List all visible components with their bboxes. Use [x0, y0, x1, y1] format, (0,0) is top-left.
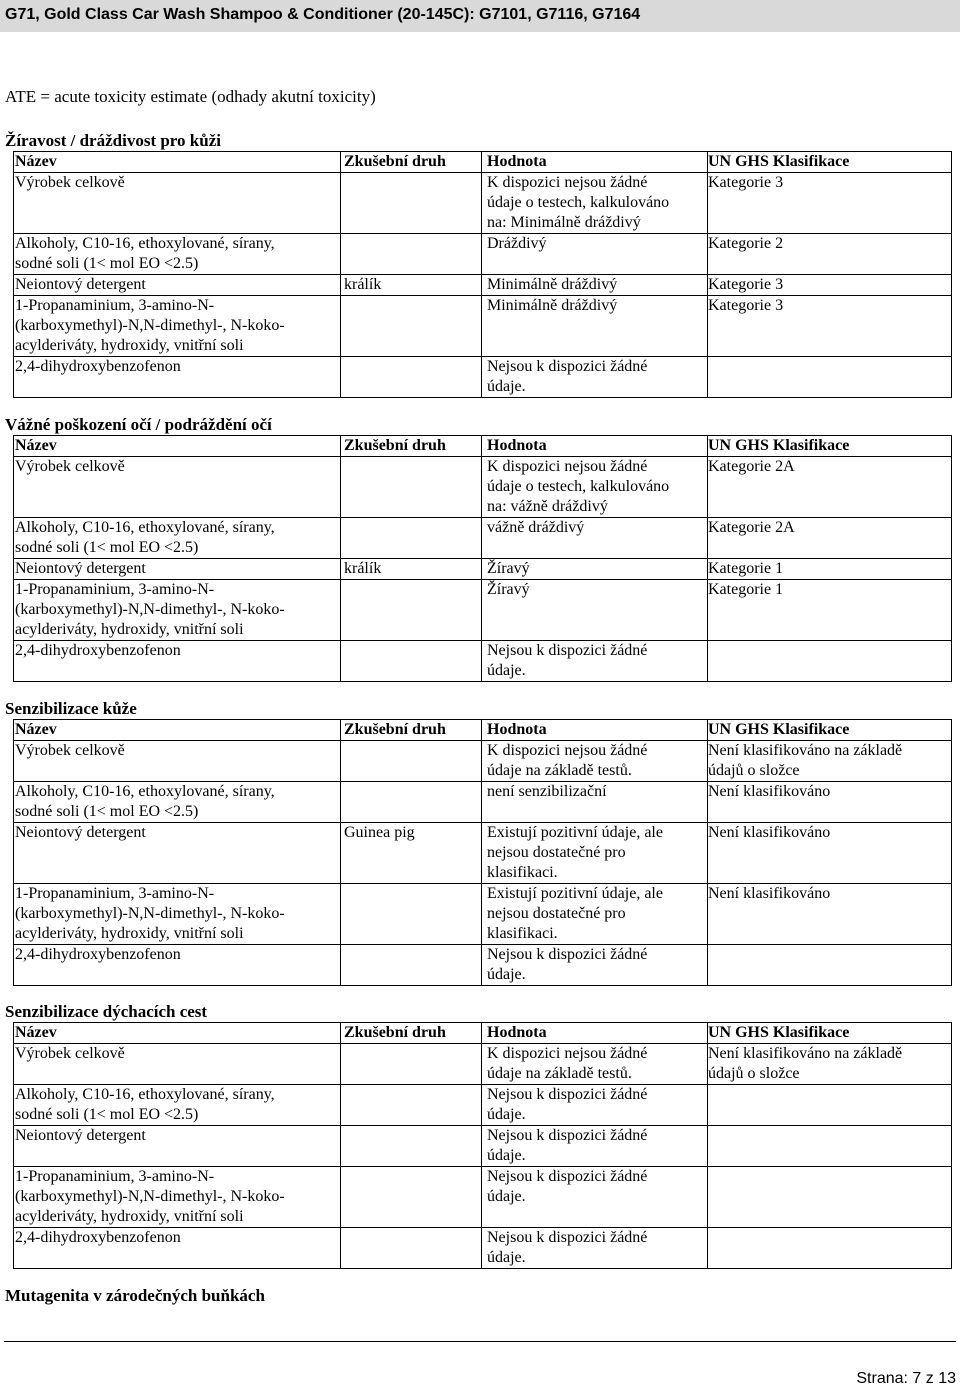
- cell-species: [341, 945, 482, 986]
- table-row: [14, 1044, 952, 1085]
- cell-species: [341, 296, 482, 357]
- cell-value: Nejsou k dispozici žádné údaje.: [482, 1085, 708, 1126]
- cell-value: Existují pozitivní údaje, ale nejsou dostatečné pro klasifikaci.: [482, 884, 708, 945]
- cell-name: Výrobek celkově: [14, 457, 341, 518]
- cell-ghs: [708, 641, 952, 682]
- cell-value: Žíravý: [482, 580, 708, 641]
- cell-ghs: [708, 1126, 952, 1167]
- cell-value: Nejsou k dispozici žádné údaje.: [482, 1167, 708, 1228]
- cell-ghs: Kategorie 2A: [708, 518, 952, 559]
- col-header-value: Hodnota: [482, 1023, 708, 1044]
- cell-ghs: Kategorie 3: [708, 275, 952, 296]
- respiratory-sensitization-table: [13, 1022, 952, 1269]
- col-header-species: Zkušební druh: [341, 152, 482, 173]
- page-number: Strana: 7 z 13: [856, 1370, 956, 1387]
- cell-species: králík: [341, 275, 482, 296]
- cell-species: [341, 580, 482, 641]
- section-title-skin-sensitization: Senzibilizace kůže: [5, 699, 137, 718]
- table-header-row: [14, 152, 952, 173]
- cell-value: Existují pozitivní údaje, ale nejsou dostatečné pro klasifikaci.: [482, 823, 708, 884]
- table-row: [14, 1228, 952, 1269]
- cell-species: [341, 884, 482, 945]
- col-header-value: Hodnota: [482, 152, 708, 173]
- col-header-ghs: UN GHS Klasifikace: [708, 152, 952, 173]
- cell-ghs: Kategorie 2A: [708, 457, 952, 518]
- col-header-species: Zkušební druh: [341, 720, 482, 741]
- cell-name: 2,4-dihydroxybenzofenon: [14, 357, 341, 398]
- cell-ghs: [708, 1167, 952, 1228]
- cell-name: Neiontový detergent: [14, 275, 341, 296]
- section-title-eye-damage: Vážné poškození očí / podráždění očí: [5, 415, 272, 434]
- cell-name: Neiontový detergent: [14, 1126, 341, 1167]
- cell-species: [341, 1044, 482, 1085]
- cell-name: Neiontový detergent: [14, 823, 341, 884]
- cell-species: [341, 641, 482, 682]
- cell-ghs: [708, 1228, 952, 1269]
- col-header-name: Název: [14, 152, 341, 173]
- table-row: [14, 1167, 952, 1228]
- col-header-value: Hodnota: [482, 436, 708, 457]
- cell-value: K dispozici nejsou žádné údaje o testech, kalkulováno na: vážně dráždivý: [482, 457, 708, 518]
- cell-value: Žíravý: [482, 559, 708, 580]
- table-row: [14, 641, 952, 682]
- cell-ghs: Kategorie 1: [708, 580, 952, 641]
- cell-name: 2,4-dihydroxybenzofenon: [14, 1228, 341, 1269]
- cell-value: Nejsou k dispozici žádné údaje.: [482, 357, 708, 398]
- cell-ghs: Kategorie 2: [708, 234, 952, 275]
- cell-value: Nejsou k dispozici žádné údaje.: [482, 641, 708, 682]
- cell-name: Výrobek celkově: [14, 173, 341, 234]
- col-header-ghs: UN GHS Klasifikace: [708, 436, 952, 457]
- cell-species: [341, 357, 482, 398]
- table-row: [14, 945, 952, 986]
- cell-name: 2,4-dihydroxybenzofenon: [14, 641, 341, 682]
- table-row: [14, 173, 952, 234]
- document-title: G71, Gold Class Car Wash Shampoo & Conditioner (20-145C): G7101, G7116, G7164: [5, 6, 641, 23]
- col-header-value: Hodnota: [482, 720, 708, 741]
- col-header-name: Název: [14, 436, 341, 457]
- cell-ghs: Kategorie 3: [708, 173, 952, 234]
- cell-name: Alkoholy, C10-16, ethoxylované, sírany, sodné soli (1< mol EO <2.5): [14, 1085, 341, 1126]
- eye-damage-table: [13, 435, 952, 682]
- cell-name: 1-Propanaminium, 3-amino-N- (karboxymethyl)-N,N-dimethyl-, N-koko- acylderiváty, hydroxidy, vnitřní soli: [14, 1167, 341, 1228]
- cell-value: vážně dráždivý: [482, 518, 708, 559]
- cell-ghs: [708, 945, 952, 986]
- document-header: [0, 0, 960, 32]
- cell-name: 1-Propanaminium, 3-amino-N- (karboxymethyl)-N,N-dimethyl-, N-koko- acylderiváty, hydroxidy, vnitřní soli: [14, 296, 341, 357]
- section-title-skin-corrosion: Žíravost / dráždivost pro kůži: [5, 131, 221, 150]
- cell-value: Minimálně dráždivý: [482, 275, 708, 296]
- cell-ghs: [708, 357, 952, 398]
- skin-sensitization-table: [13, 719, 952, 986]
- cell-ghs: Není klasifikováno: [708, 884, 952, 945]
- col-header-ghs: UN GHS Klasifikace: [708, 720, 952, 741]
- table-row: [14, 275, 952, 296]
- cell-species: [341, 1085, 482, 1126]
- col-header-name: Název: [14, 720, 341, 741]
- section-title-germ-cell-mutagenicity: Mutagenita v zárodečných buňkách: [5, 1286, 265, 1305]
- footer-divider: [4, 1341, 956, 1342]
- col-header-name: Název: [14, 1023, 341, 1044]
- table-row: [14, 559, 952, 580]
- cell-species: [341, 741, 482, 782]
- cell-value: K dispozici nejsou žádné údaje na základě testů.: [482, 1044, 708, 1085]
- cell-ghs: Není klasifikováno: [708, 823, 952, 884]
- cell-ghs: Kategorie 1: [708, 559, 952, 580]
- cell-value: Nejsou k dispozici žádné údaje.: [482, 1228, 708, 1269]
- cell-name: 1-Propanaminium, 3-amino-N- (karboxymethyl)-N,N-dimethyl-, N-koko- acylderiváty, hydroxidy, vnitřní soli: [14, 580, 341, 641]
- cell-value: Dráždivý: [482, 234, 708, 275]
- cell-name: 2,4-dihydroxybenzofenon: [14, 945, 341, 986]
- cell-value: Minimálně dráždivý: [482, 296, 708, 357]
- cell-value: Nejsou k dispozici žádné údaje.: [482, 945, 708, 986]
- table-header-row: [14, 720, 952, 741]
- cell-name: 1-Propanaminium, 3-amino-N- (karboxymethyl)-N,N-dimethyl-, N-koko- acylderiváty, hydroxidy, vnitřní soli: [14, 884, 341, 945]
- cell-ghs: Není klasifikováno na základě údajů o složce: [708, 741, 952, 782]
- table-header-row: [14, 1023, 952, 1044]
- table-row: [14, 782, 952, 823]
- cell-species: [341, 457, 482, 518]
- cell-species: [341, 518, 482, 559]
- cell-name: Alkoholy, C10-16, ethoxylované, sírany, sodné soli (1< mol EO <2.5): [14, 234, 341, 275]
- col-header-ghs: UN GHS Klasifikace: [708, 1023, 952, 1044]
- table-row: [14, 357, 952, 398]
- cell-ghs: [708, 1085, 952, 1126]
- table-row: [14, 1126, 952, 1167]
- table-row: [14, 823, 952, 884]
- cell-ghs: Kategorie 3: [708, 296, 952, 357]
- cell-name: Výrobek celkově: [14, 1044, 341, 1085]
- cell-species: [341, 1167, 482, 1228]
- cell-species: [341, 1126, 482, 1167]
- table-row: [14, 518, 952, 559]
- cell-value: K dispozici nejsou žádné údaje o testech, kalkulováno na: Minimálně dráždivý: [482, 173, 708, 234]
- skin-corrosion-table: [13, 151, 952, 398]
- table-row: [14, 580, 952, 641]
- table-row: [14, 234, 952, 275]
- table-row: [14, 296, 952, 357]
- table-row: [14, 1085, 952, 1126]
- section-title-respiratory-sensitization: Senzibilizace dýchacích cest: [5, 1002, 208, 1021]
- col-header-species: Zkušební druh: [341, 1023, 482, 1044]
- cell-name: Neiontový detergent: [14, 559, 341, 580]
- cell-name: Alkoholy, C10-16, ethoxylované, sírany, sodné soli (1< mol EO <2.5): [14, 782, 341, 823]
- cell-species: Guinea pig: [341, 823, 482, 884]
- cell-value: K dispozici nejsou žádné údaje na základě testů.: [482, 741, 708, 782]
- cell-species: [341, 173, 482, 234]
- ate-note: ATE = acute toxicity estimate (odhady akutní toxicity): [5, 87, 376, 106]
- cell-species: [341, 234, 482, 275]
- cell-value: Nejsou k dispozici žádné údaje.: [482, 1126, 708, 1167]
- cell-species: [341, 782, 482, 823]
- table-row: [14, 741, 952, 782]
- cell-ghs: Není klasifikováno: [708, 782, 952, 823]
- col-header-species: Zkušební druh: [341, 436, 482, 457]
- cell-ghs: Není klasifikováno na základě údajů o složce: [708, 1044, 952, 1085]
- table-header-row: [14, 436, 952, 457]
- table-row: [14, 884, 952, 945]
- cell-name: Alkoholy, C10-16, ethoxylované, sírany, sodné soli (1< mol EO <2.5): [14, 518, 341, 559]
- cell-species: králík: [341, 559, 482, 580]
- cell-value: není senzibilizační: [482, 782, 708, 823]
- cell-name: Výrobek celkově: [14, 741, 341, 782]
- cell-species: [341, 1228, 482, 1269]
- table-row: [14, 457, 952, 518]
